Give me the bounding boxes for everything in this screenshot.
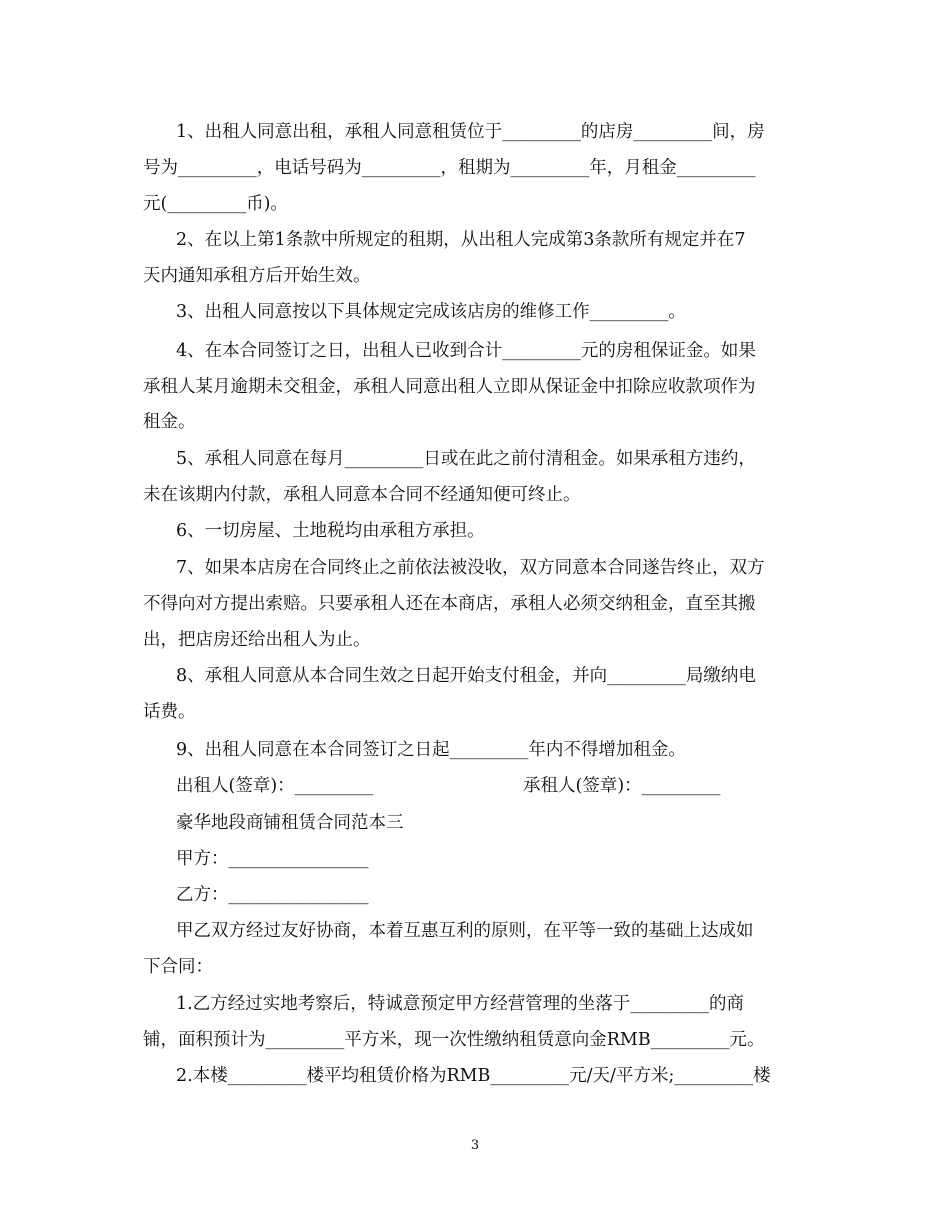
signature-lessor: 出租人(签章)：_________ xyxy=(176,776,374,796)
text-line: 2.本楼_________楼平均租赁价格为RMB_________元/天/平方米;_________楼 xyxy=(176,1066,771,1086)
section-title: 豪华地段商铺租赁合同范本三 xyxy=(176,813,404,833)
party-b-line: 乙方：________________ xyxy=(176,885,369,905)
signature-lessee: 承租人(签章)：_________ xyxy=(523,776,721,796)
text-line: 6、一切房屋、土地税均由承租方承担。 xyxy=(176,521,485,541)
text-line: 3、出租人同意按以下具体规定完成该店房的维修工作_________。 xyxy=(176,302,686,322)
text-line: 1、出租人同意出租，承租人同意租赁位于_________的店房_________间，房 xyxy=(176,122,765,142)
text-line: 承租人某月逾期未交租金，承租人同意出租人立即从保证金中扣除应收款项作为 xyxy=(143,377,756,397)
text-line: 4、在本合同签订之日，出租人已收到合计_________元的房租保证金。如果 xyxy=(176,341,756,361)
text-line: 下合同： xyxy=(143,957,213,977)
text-line: 8、承租人同意从本合同生效之日起开始支付租金，并向_________局缴纳电 xyxy=(176,666,756,686)
text-line: 租金。 xyxy=(143,412,196,432)
text-line: 元(_________币)。 xyxy=(143,194,288,214)
text-line: 5、承租人同意在每月_________日或在此之前付清租金。如果承租方违约， xyxy=(176,449,756,469)
text-line: 甲乙双方经过友好协商，本着互惠互利的原则，在平等一致的基础上达成如 xyxy=(176,921,754,941)
text-line: 7、如果本店房在合同终止之前依法被没收，双方同意本合同遂告终止，双方 xyxy=(176,558,765,578)
party-a-line: 甲方：________________ xyxy=(176,849,369,869)
text-line: 9、出租人同意在本合同签订之日起_________年内不得增加租金。 xyxy=(176,740,686,760)
text-line: 1.乙方经过实地考察后，特诚意预定甲方经营管理的坐落于_________的商 xyxy=(176,994,744,1014)
text-line: 号为_________，电话号码为_________，租期为_________年，月租金_________ xyxy=(143,158,756,178)
text-line: 未在该期内付款，承租人同意本合同不经通知便可终止。 xyxy=(143,485,581,505)
text-line: 铺，面积预计为_________平方米，现一次性缴纳租赁意向金RMB_________元。 xyxy=(143,1030,765,1050)
text-line: 不得向对方提出索赔。只要承租人还在本商店，承租人必须交纳租金，直至其搬 xyxy=(143,594,756,614)
text-line: 2、在以上第1条款中所规定的租期，从出租人完成第3条款所有规定并在7 xyxy=(176,230,746,250)
text-line: 出，把店房还给出租人为止。 xyxy=(143,630,371,650)
text-line: 天内通知承租方后开始生效。 xyxy=(143,266,371,286)
text-line: 话费。 xyxy=(143,702,196,722)
page-number: 3 xyxy=(470,1138,480,1153)
